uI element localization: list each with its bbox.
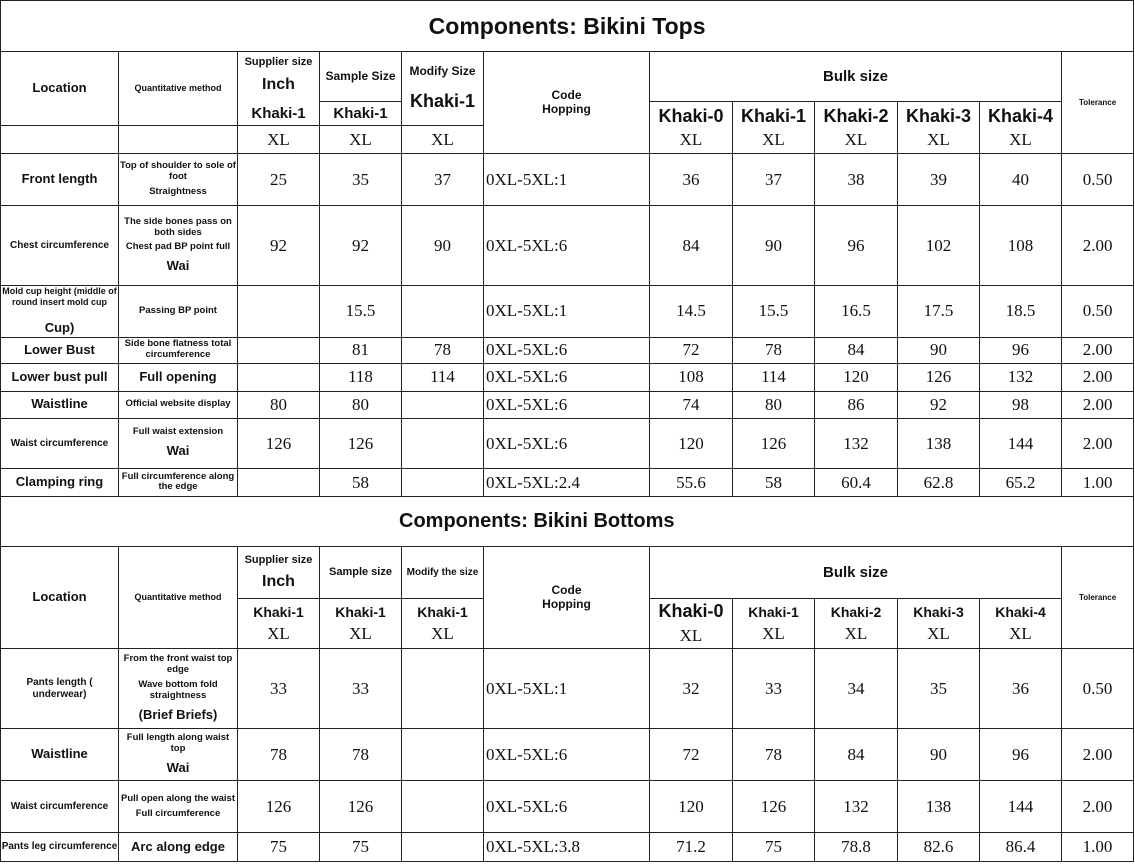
location-cell: Clamping ring [1, 468, 119, 496]
bulk-value-0: 14.5 [650, 285, 733, 337]
bottoms-spec-table [0, 496, 1134, 862]
tops-sample-xl: XL [320, 126, 402, 154]
tolerance-value: 1.00 [1062, 833, 1134, 862]
tops-method-header: Quantitative method [119, 52, 238, 126]
bottoms-row [1, 729, 1134, 781]
bulk-value-4: 144 [980, 781, 1062, 833]
modify-value [402, 833, 484, 862]
bottoms-supplier-unit-label: Inch [262, 572, 295, 590]
modify-color-label: Khaki-1 [409, 91, 476, 112]
method-line: Official website display [125, 398, 231, 410]
method-line: From the front waist top edge [123, 653, 233, 676]
tops-bulk-xl: XL [1009, 130, 1032, 150]
tops-body [1, 154, 1134, 497]
code-hopping-value: 0XL-5XL:6 [484, 206, 650, 285]
tops-row [1, 468, 1134, 496]
bulk-value-0: 120 [650, 418, 733, 468]
location-cell: Pants leg circumference [1, 833, 119, 862]
method-line: Straightness [149, 186, 207, 198]
bottoms-bulk-color-4: Khaki-4 [995, 603, 1046, 620]
location-cell: Pants length ( underwear) [1, 649, 119, 729]
bulk-value-1: 75 [733, 833, 815, 862]
bulk-value-3: 35 [898, 649, 980, 729]
location-cell: Waist circumference [1, 781, 119, 833]
bulk-value-0: 36 [650, 154, 733, 206]
method-line: The side bones pass on both sides [124, 215, 232, 238]
bottoms-sample-color-cell [320, 599, 402, 649]
bulk-value-4: 144 [980, 418, 1062, 468]
tops-title: Components: Bikini Tops [1, 1, 1134, 52]
bulk-value-2: 132 [815, 781, 898, 833]
bulk-value-2: 132 [815, 418, 898, 468]
method-cell [119, 781, 238, 833]
supplier-value [238, 337, 320, 363]
supplier-color-label: Khaki-1 [251, 104, 306, 122]
tolerance-value: 2.00 [1062, 337, 1134, 363]
bottoms-bulk-color-1-cell [733, 599, 815, 649]
method-cell [119, 649, 238, 729]
tops-bulk-color-label: Khaki-2 [823, 105, 889, 126]
tops-method-blank [119, 126, 238, 154]
method-line: Passing BP point [139, 304, 217, 316]
tops-supplier-xl: XL [238, 126, 320, 154]
bulk-value-1: 58 [733, 468, 815, 496]
bottoms-bulk-color-2-cell [815, 599, 898, 649]
tops-bulk-xl: XL [844, 130, 868, 150]
bulk-value-2: 60.4 [815, 468, 898, 496]
tops-supplier-header [238, 52, 320, 126]
method-cell [119, 206, 238, 285]
bulk-value-3: 126 [898, 363, 980, 391]
sample-value: 118 [320, 363, 402, 391]
bulk-value-4: 86.4 [980, 833, 1062, 862]
tops-row [1, 418, 1134, 468]
modify-value [402, 391, 484, 418]
method-cell [119, 154, 238, 206]
bottoms-supplier-xl: XL [267, 623, 290, 643]
bottoms-sample-xl: XL [349, 623, 372, 643]
modify-value [402, 781, 484, 833]
bulk-value-0: 120 [650, 781, 733, 833]
location-cell: Lower bust pull [1, 363, 119, 391]
tops-bulk-color-label: Khaki-4 [987, 105, 1054, 126]
bulk-value-3: 138 [898, 418, 980, 468]
tolerance-value: 2.00 [1062, 729, 1134, 781]
modify-value [402, 729, 484, 781]
method-line: Pull open along the waist [120, 792, 235, 804]
bulk-value-1: 90 [733, 206, 815, 285]
code-hopping-value: 0XL-5XL:6 [484, 781, 650, 833]
supplier-value: 92 [238, 206, 320, 285]
tolerance-value: 2.00 [1062, 418, 1134, 468]
method-line: Full waist extension [132, 426, 224, 438]
code-hopping-value: 0XL-5XL:1 [484, 285, 650, 337]
code-hopping-value: 0XL-5XL:6 [484, 729, 650, 781]
tops-bulk-color-2 [815, 102, 898, 154]
tops-bulk-color-1 [733, 102, 815, 154]
location-cell: Lower Bust [1, 337, 119, 363]
sample-value: 15.5 [320, 285, 402, 337]
code-hopping-value: 0XL-5XL:3.8 [484, 833, 650, 862]
method-line: Side bone flatness total circumference [124, 338, 232, 361]
tolerance-value: 0.50 [1062, 154, 1134, 206]
bulk-value-0: 72 [650, 729, 733, 781]
method-cell [119, 468, 238, 496]
bulk-value-4: 98 [980, 391, 1062, 418]
bulk-value-1: 78 [733, 337, 815, 363]
bottoms-bulk-color-3-cell [898, 599, 980, 649]
supplier-value: 75 [238, 833, 320, 862]
bulk-value-1: 15.5 [733, 285, 815, 337]
tops-row [1, 363, 1134, 391]
bottoms-bulk-xl-3: XL [927, 623, 950, 643]
bottoms-supplier-size-label: Supplier size [244, 553, 313, 566]
bottoms-supplier-color-cell [238, 599, 320, 649]
tops-row [1, 391, 1134, 418]
bottoms-modify-color: Khaki-1 [417, 603, 468, 620]
sample-value: 92 [320, 206, 402, 285]
bottoms-row [1, 781, 1134, 833]
method-line: Wave bottom fold straightness [138, 679, 218, 701]
bottoms-bulk-color-0-cell [650, 599, 733, 649]
modify-value: 90 [402, 206, 484, 285]
location-cell: Waistline [1, 391, 119, 418]
bulk-value-4: 108 [980, 206, 1062, 285]
tolerance-value: 0.50 [1062, 649, 1134, 729]
bulk-value-0: 32 [650, 649, 733, 729]
location-label: Mold cup height (middle of round insert mold cup [2, 286, 117, 307]
bottoms-bulk-xl-4: XL [1009, 623, 1032, 643]
bulk-value-2: 120 [815, 363, 898, 391]
bottoms-bulk-xl-2: XL [844, 623, 868, 643]
bulk-value-4: 36 [980, 649, 1062, 729]
tops-row [1, 285, 1134, 337]
modify-size-label: Modify Size [409, 64, 476, 79]
bulk-value-4: 65.2 [980, 468, 1062, 496]
tops-bulk-color-label: Khaki-1 [740, 105, 807, 126]
sample-value: 126 [320, 781, 402, 833]
bulk-value-1: 114 [733, 363, 815, 391]
tops-tolerance-header: Tolerance [1062, 52, 1134, 154]
sample-value: 80 [320, 391, 402, 418]
bulk-value-4: 96 [980, 337, 1062, 363]
bottoms-modify-header: Modify the size [402, 547, 484, 599]
tops-bulk-color-3 [898, 102, 980, 154]
method-cell [119, 418, 238, 468]
tops-sample-size-header: Sample Size [320, 52, 402, 102]
tops-location-header: Location [1, 52, 119, 126]
bottoms-sample-size-header: Sample size [320, 547, 402, 599]
bottoms-bulk-xl-0: XL [679, 626, 703, 646]
bulk-value-3: 138 [898, 781, 980, 833]
bulk-value-0: 84 [650, 206, 733, 285]
method-cell [119, 285, 238, 337]
tolerance-value: 2.00 [1062, 206, 1134, 285]
bulk-value-0: 72 [650, 337, 733, 363]
supplier-value [238, 285, 320, 337]
code-hopping-value: 0XL-5XL:6 [484, 337, 650, 363]
modify-value [402, 418, 484, 468]
bottoms-supplier-color: Khaki-1 [253, 603, 304, 620]
sample-value: 58 [320, 468, 402, 496]
bulk-value-2: 16.5 [815, 285, 898, 337]
method-line: Top of shoulder to sole of foot [120, 160, 236, 183]
code-hopping-value: 0XL-5XL:2.4 [484, 468, 650, 496]
tops-row [1, 337, 1134, 363]
location-cell: Chest circumference [1, 206, 119, 285]
supplier-value: 126 [238, 781, 320, 833]
modify-value [402, 285, 484, 337]
bottoms-row [1, 649, 1134, 729]
bulk-value-1: 78 [733, 729, 815, 781]
tops-bulk-color-label: Khaki-0 [658, 105, 724, 126]
tolerance-value: 1.00 [1062, 468, 1134, 496]
bulk-value-4: 40 [980, 154, 1062, 206]
tops-bulk-color-label: Khaki-3 [905, 105, 972, 126]
supplier-value: 80 [238, 391, 320, 418]
bottoms-bulk-size-header: Bulk size [650, 547, 1062, 599]
method-line: Full circumference [135, 807, 221, 819]
supplier-value [238, 363, 320, 391]
bulk-value-1: 80 [733, 391, 815, 418]
tolerance-value: 2.00 [1062, 363, 1134, 391]
bulk-value-3: 90 [898, 337, 980, 363]
bulk-value-2: 78.8 [815, 833, 898, 862]
bulk-value-1: 33 [733, 649, 815, 729]
bulk-value-2: 96 [815, 206, 898, 285]
sample-value: 81 [320, 337, 402, 363]
code-hopping-value: 0XL-5XL:1 [484, 649, 650, 729]
location-cell: Waistline [1, 729, 119, 781]
method-cell [119, 729, 238, 781]
bulk-value-4: 96 [980, 729, 1062, 781]
supplier-size-label: Supplier size [244, 55, 313, 68]
bottoms-bulk-color-3: Khaki-3 [913, 603, 964, 620]
tops-row [1, 154, 1134, 206]
bottoms-row [1, 833, 1134, 862]
supplier-unit-label: Inch [262, 76, 295, 94]
code-hopping-value: 0XL-5XL:1 [484, 154, 650, 206]
bottoms-bulk-color-0: Khaki-0 [658, 601, 724, 622]
bulk-value-2: 84 [815, 337, 898, 363]
sample-value: 75 [320, 833, 402, 862]
method-line: Arc along edge [131, 838, 225, 854]
bulk-value-3: 92 [898, 391, 980, 418]
bulk-value-4: 132 [980, 363, 1062, 391]
method-line: Full length along waist top [126, 732, 230, 755]
tops-modify-header [402, 52, 484, 126]
location-cell [1, 285, 119, 337]
bottoms-title: Components: Bikini Bottoms [1, 497, 1134, 547]
modify-value: 114 [402, 363, 484, 391]
bulk-value-4: 18.5 [980, 285, 1062, 337]
bulk-value-2: 86 [815, 391, 898, 418]
bulk-value-0: 71.2 [650, 833, 733, 862]
location-cell: Front length [1, 154, 119, 206]
method-line: Full opening [139, 368, 217, 384]
bottoms-bulk-color-2: Khaki-2 [830, 603, 882, 620]
tops-modify-xl: XL [402, 126, 484, 154]
tops-bulk-color-4 [980, 102, 1062, 154]
bottoms-sample-color: Khaki-1 [335, 603, 386, 620]
bottoms-body [1, 649, 1134, 862]
bulk-value-0: 108 [650, 363, 733, 391]
tolerance-value: 2.00 [1062, 781, 1134, 833]
sample-value: 33 [320, 649, 402, 729]
tolerance-value: 2.00 [1062, 391, 1134, 418]
supplier-value: 25 [238, 154, 320, 206]
bulk-value-3: 82.6 [898, 833, 980, 862]
bottoms-bulk-color-4-cell [980, 599, 1062, 649]
bottoms-tolerance-header: Tolerance [1062, 547, 1134, 649]
tops-row [1, 206, 1134, 285]
bulk-value-3: 102 [898, 206, 980, 285]
modify-value [402, 468, 484, 496]
method-cell [119, 833, 238, 862]
sample-value: 35 [320, 154, 402, 206]
bulk-value-1: 37 [733, 154, 815, 206]
tolerance-value: 0.50 [1062, 285, 1134, 337]
bulk-value-2: 34 [815, 649, 898, 729]
method-cell [119, 337, 238, 363]
bulk-value-3: 39 [898, 154, 980, 206]
method-line: (Brief Briefs) [138, 706, 218, 722]
bottoms-bulk-color-1: Khaki-1 [748, 603, 799, 620]
method-cell [119, 391, 238, 418]
bottoms-method-header: Quantitative method [119, 547, 238, 649]
tops-sample-color: Khaki-1 [320, 102, 402, 126]
supplier-value: 78 [238, 729, 320, 781]
bottoms-location-header: Location [1, 547, 119, 649]
bottoms-supplier-header [238, 547, 320, 599]
bulk-value-1: 126 [733, 781, 815, 833]
modify-value: 78 [402, 337, 484, 363]
bottoms-modify-color-cell [402, 599, 484, 649]
bulk-value-3: 17.5 [898, 285, 980, 337]
location-cell: Waist circumference [1, 418, 119, 468]
method-cell [119, 363, 238, 391]
tops-location-blank [1, 126, 119, 154]
supplier-value: 33 [238, 649, 320, 729]
tops-bulk-xl: XL [927, 130, 950, 150]
bulk-value-3: 62.8 [898, 468, 980, 496]
sample-value: 126 [320, 418, 402, 468]
sample-value: 78 [320, 729, 402, 781]
location-label-cont: Cup) [44, 319, 75, 335]
code-hopping-value: 0XL-5XL:6 [484, 418, 650, 468]
modify-value: 37 [402, 154, 484, 206]
bulk-value-2: 84 [815, 729, 898, 781]
tops-bulk-xl: XL [762, 130, 785, 150]
method-line: Wai [166, 443, 190, 459]
bulk-value-1: 126 [733, 418, 815, 468]
tops-bulk-color-0 [650, 102, 733, 154]
bulk-value-0: 55.6 [650, 468, 733, 496]
bulk-value-0: 74 [650, 391, 733, 418]
method-line: Wai [166, 759, 190, 775]
method-line: Chest pad BP point full [125, 241, 231, 253]
bottoms-code-hopping-header: Code Hopping [484, 547, 650, 649]
supplier-value [238, 468, 320, 496]
supplier-value: 126 [238, 418, 320, 468]
bulk-value-3: 90 [898, 729, 980, 781]
bulk-value-2: 38 [815, 154, 898, 206]
bottoms-bulk-xl-1: XL [762, 623, 785, 643]
method-line: Wai [166, 258, 190, 274]
bottoms-modify-xl: XL [431, 623, 454, 643]
code-hopping-value: 0XL-5XL:6 [484, 363, 650, 391]
modify-value [402, 649, 484, 729]
code-hopping-value: 0XL-5XL:6 [484, 391, 650, 418]
tops-code-hopping-header: Code Hopping [484, 52, 650, 154]
method-line: Full circumference along the edge [121, 470, 235, 493]
tops-bulk-size-header: Bulk size [650, 52, 1062, 102]
tops-bulk-xl: XL [679, 130, 703, 150]
